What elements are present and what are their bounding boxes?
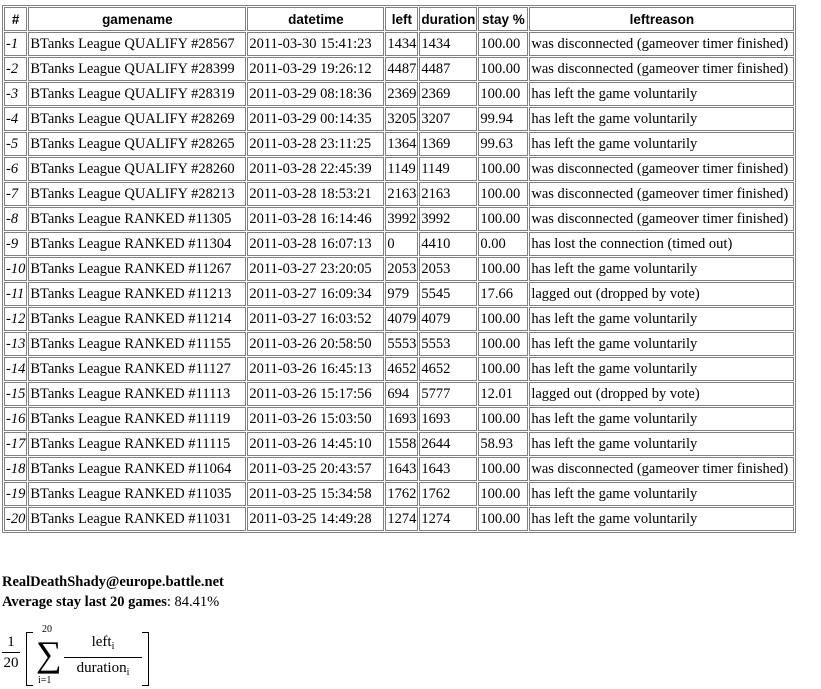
cell-left: 1149 [385,157,418,181]
cell-gamename: BTanks League RANKED #11113 [28,382,246,406]
cell-stay: 100.00 [478,457,528,481]
cell-duration: 4079 [419,307,477,331]
cell-datetime: 2011-03-28 16:07:13 [247,232,384,256]
cell-left: 1558 [385,432,418,456]
cell-gamename: BTanks League RANKED #11155 [28,332,246,356]
cell-leftreason: has left the game voluntarily [529,82,794,106]
table-row [4,57,794,81]
formula-left-term: left [91,634,112,650]
cell-index: -3 [4,82,27,106]
cell-leftreason: has left the game voluntarily [529,107,794,131]
cell-leftreason: has left the game voluntarily [529,307,794,331]
formula-coefficient [2,634,20,671]
cell-index: -11 [4,282,27,306]
games-table [2,5,796,533]
cell-gamename: BTanks League RANKED #11305 [28,207,246,231]
header-leftreason: leftreason [529,7,794,31]
cell-datetime: 2011-03-30 15:41:23 [247,32,384,56]
cell-leftreason: has left the game voluntarily [529,482,794,506]
cell-leftreason: has left the game voluntarily [529,507,794,531]
cell-left: 1693 [385,407,418,431]
cell-datetime: 2011-03-28 18:53:21 [247,182,384,206]
cell-index: -17 [4,432,27,456]
cell-duration: 4487 [419,57,477,81]
table-row [4,207,794,231]
cell-gamename: BTanks League RANKED #11267 [28,257,246,281]
cell-left: 2369 [385,82,418,106]
cell-duration: 1149 [419,157,477,181]
cell-stay: 100.00 [478,407,528,431]
cell-duration: 5553 [419,332,477,356]
cell-leftreason: was disconnected (gameover timer finished) [529,157,794,181]
cell-index: -15 [4,382,27,406]
cell-datetime: 2011-03-26 16:45:13 [247,357,384,381]
cell-left: 1643 [385,457,418,481]
cell-index: -9 [4,232,27,256]
formula-sum-symbol: ∑ [36,634,62,674]
cell-gamename: BTanks League QUALIFY #28567 [28,32,246,56]
cell-gamename: BTanks League QUALIFY #28269 [28,107,246,131]
cell-index: -5 [4,132,27,156]
cell-duration: 1434 [419,32,477,56]
cell-index: -2 [4,57,27,81]
table-row [4,357,794,381]
table-row [4,82,794,106]
cell-duration: 2053 [419,257,477,281]
cell-datetime: 2011-03-28 16:14:46 [247,207,384,231]
formula-left-bracket [26,632,33,686]
cell-gamename: BTanks League RANKED #11035 [28,482,246,506]
table-row [4,282,794,306]
cell-duration: 1693 [419,407,477,431]
cell-duration: 2163 [419,182,477,206]
header-index: # [4,7,27,31]
table-row [4,507,794,531]
formula-ratio-bar [64,657,142,658]
cell-index: -10 [4,257,27,281]
formula-coefficient-denominator: 20 [3,655,19,671]
table-row [4,482,794,506]
cell-leftreason: has left the game voluntarily [529,132,794,156]
cell-left: 694 [385,382,418,406]
cell-stay: 100.00 [478,157,528,181]
cell-duration: 1274 [419,507,477,531]
cell-leftreason: has left the game voluntarily [529,257,794,281]
cell-leftreason: has left the game voluntarily [529,407,794,431]
cell-duration: 1369 [419,132,477,156]
formula-sum-lower-limit: i=1 [38,675,52,686]
cell-gamename: BTanks League QUALIFY #28260 [28,157,246,181]
formula-right-bracket [142,632,149,686]
table-row [4,132,794,156]
cell-duration: 5545 [419,282,477,306]
header-left: left [385,7,418,31]
cell-stay: 12.01 [478,382,528,406]
cell-stay: 0.00 [478,232,528,256]
cell-gamename: BTanks League QUALIFY #28213 [28,182,246,206]
cell-datetime: 2011-03-27 23:20:05 [247,257,384,281]
cell-duration: 4652 [419,357,477,381]
average-stay-label: Average stay last 20 games [2,594,167,610]
cell-leftreason: lagged out (dropped by vote) [529,382,794,406]
cell-stay: 100.00 [478,32,528,56]
table-row [4,157,794,181]
cell-left: 4079 [385,307,418,331]
cell-duration: 3207 [419,107,477,131]
cell-index: -20 [4,507,27,531]
formula-sum-upper-limit: 20 [42,624,52,635]
cell-stay: 100.00 [478,82,528,106]
cell-duration: 3992 [419,207,477,231]
cell-stay: 100.00 [478,357,528,381]
cell-gamename: BTanks League QUALIFY #28399 [28,57,246,81]
cell-stay: 100.00 [478,182,528,206]
cell-leftreason: has left the game voluntarily [529,357,794,381]
cell-datetime: 2011-03-25 15:34:58 [247,482,384,506]
cell-index: -13 [4,332,27,356]
cell-index: -14 [4,357,27,381]
cell-datetime: 2011-03-26 20:58:50 [247,332,384,356]
cell-stay: 100.00 [478,307,528,331]
cell-leftreason: was disconnected (gameover timer finished) [529,457,794,481]
table-row [4,457,794,481]
cell-index: -19 [4,482,27,506]
cell-gamename: BTanks League RANKED #11064 [28,457,246,481]
cell-stay: 100.00 [478,482,528,506]
cell-datetime: 2011-03-25 14:49:28 [247,507,384,531]
cell-index: -7 [4,182,27,206]
cell-datetime: 2011-03-27 16:09:34 [247,282,384,306]
cell-gamename: BTanks League RANKED #11214 [28,307,246,331]
cell-index: -6 [4,157,27,181]
cell-leftreason: has left the game voluntarily [529,332,794,356]
cell-duration: 5777 [419,382,477,406]
account-name: RealDeathShady@europe.battle.net [2,574,224,590]
table-row [4,232,794,256]
cell-leftreason: was disconnected (gameover timer finished) [529,57,794,81]
cell-stay: 58.93 [478,432,528,456]
cell-datetime: 2011-03-26 14:45:10 [247,432,384,456]
cell-duration: 1762 [419,482,477,506]
cell-left: 979 [385,282,418,306]
cell-stay: 99.94 [478,107,528,131]
header-gamename: gamename [28,7,246,31]
cell-gamename: BTanks League RANKED #11127 [28,357,246,381]
cell-left: 1434 [385,32,418,56]
cell-datetime: 2011-03-26 15:17:56 [247,382,384,406]
average-stay [2,594,219,611]
cell-stay: 100.00 [478,257,528,281]
cell-index: -12 [4,307,27,331]
cell-left: 3992 [385,207,418,231]
cell-left: 1364 [385,132,418,156]
cell-duration: 4410 [419,232,477,256]
cell-left: 0 [385,232,418,256]
formula-ratio-numerator [64,634,142,655]
cell-index: -18 [4,457,27,481]
cell-gamename: BTanks League RANKED #11119 [28,407,246,431]
table-row [4,107,794,131]
cell-index: -16 [4,407,27,431]
cell-datetime: 2011-03-29 08:18:36 [247,82,384,106]
cell-gamename: BTanks League RANKED #11304 [28,232,246,256]
table-row [4,382,794,406]
cell-leftreason: has lost the connection (timed out) [529,232,794,256]
header-datetime: datetime [247,7,384,31]
cell-leftreason: was disconnected (gameover timer finished) [529,207,794,231]
cell-stay: 100.00 [478,332,528,356]
average-stay-value: 84.41% [174,594,220,610]
cell-leftreason: lagged out (dropped by vote) [529,282,794,306]
cell-leftreason: was disconnected (gameover timer finished) [529,32,794,56]
formula-fraction-bar [2,652,20,653]
cell-leftreason: was disconnected (gameover timer finished) [529,182,794,206]
formula-index: i [111,641,115,652]
formula-ratio-denominator [64,660,142,681]
cell-duration: 1643 [419,457,477,481]
header-stay: stay % [478,7,528,31]
cell-left: 4652 [385,357,418,381]
cell-gamename: BTanks League QUALIFY #28319 [28,82,246,106]
cell-stay: 100.00 [478,207,528,231]
average-stay-separator: : [166,594,171,610]
cell-datetime: 2011-03-25 20:43:57 [247,457,384,481]
cell-stay: 17.66 [478,282,528,306]
cell-duration: 2644 [419,432,477,456]
cell-stay: 100.00 [478,57,528,81]
header-duration: duration [419,7,477,31]
cell-datetime: 2011-03-29 19:26:12 [247,57,384,81]
table-row [4,32,794,56]
cell-datetime: 2011-03-27 16:03:52 [247,307,384,331]
cell-datetime: 2011-03-26 15:03:50 [247,407,384,431]
cell-datetime: 2011-03-28 23:11:25 [247,132,384,156]
cell-gamename: BTanks League QUALIFY #28265 [28,132,246,156]
table-row [4,332,794,356]
games-table-body [4,32,794,531]
cell-index: -1 [4,32,27,56]
table-row [4,307,794,331]
cell-left: 2053 [385,257,418,281]
cell-datetime: 2011-03-28 22:45:39 [247,157,384,181]
cell-left: 1274 [385,507,418,531]
table-header-row [4,7,794,31]
formula-duration-term: duration [76,660,127,676]
cell-left: 1762 [385,482,418,506]
cell-datetime: 2011-03-29 00:14:35 [247,107,384,131]
table-row [4,407,794,431]
cell-left: 5553 [385,332,418,356]
cell-left: 4487 [385,57,418,81]
formula-index: i [126,667,130,678]
cell-gamename: BTanks League RANKED #11115 [28,432,246,456]
formula-coefficient-numerator: 1 [7,634,15,650]
cell-gamename: BTanks League RANKED #11213 [28,282,246,306]
cell-left: 3205 [385,107,418,131]
average-formula [2,624,162,688]
cell-gamename: BTanks League RANKED #11031 [28,507,246,531]
table-row [4,257,794,281]
formula-ratio [64,634,142,681]
cell-index: -8 [4,207,27,231]
table-row [4,182,794,206]
table-row [4,432,794,456]
cell-left: 2163 [385,182,418,206]
cell-index: -4 [4,107,27,131]
cell-duration: 2369 [419,82,477,106]
cell-leftreason: has left the game voluntarily [529,432,794,456]
cell-stay: 100.00 [478,507,528,531]
cell-stay: 99.63 [478,132,528,156]
